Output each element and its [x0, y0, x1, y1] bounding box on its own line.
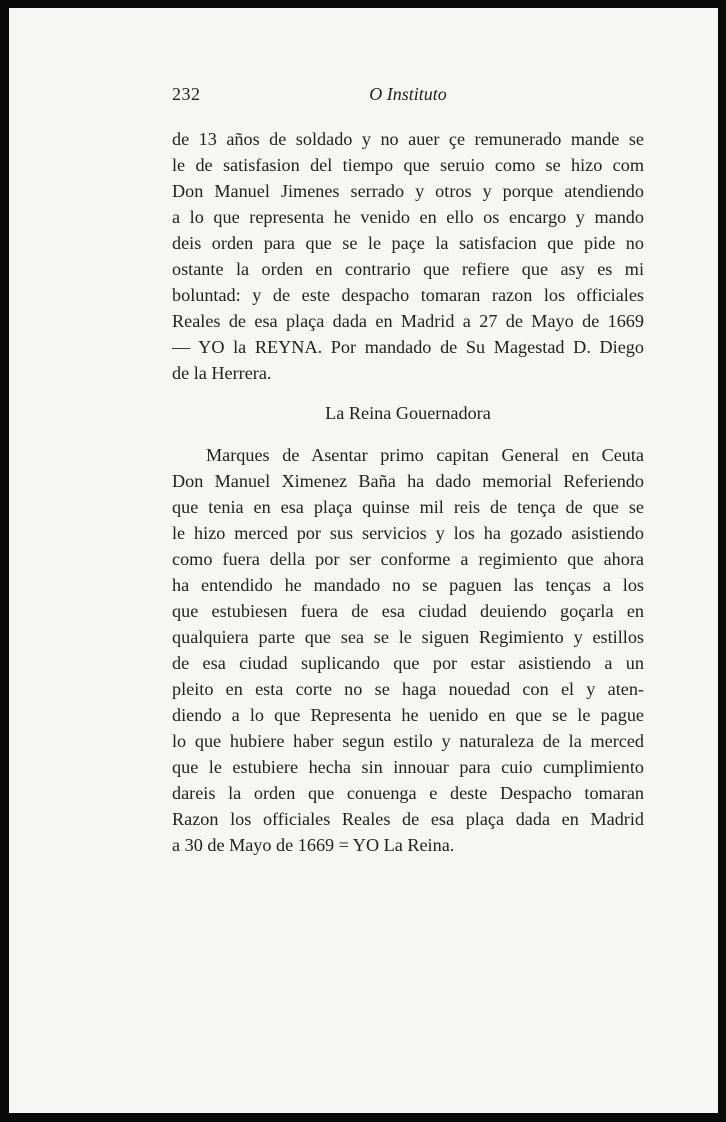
text-line: le hizo merced por sus servicios y los ha gozado asistiendo: [172, 523, 644, 543]
text-line: boluntad: y de este despacho tomaran razon los officiales: [172, 285, 644, 305]
text-line: Reales de esa plaça dada en Madrid a 27 de Mayo de 1669: [172, 311, 644, 331]
text-line: deis orden para que se le paçe la satisfacion que pide no: [172, 233, 644, 253]
running-title: O Instituto: [369, 84, 447, 104]
text-line: a 30 de Mayo de 1669 = YO La Reina.: [172, 835, 455, 855]
text-line: que tenia en esa plaça quinse mil reis de tença de que se: [172, 497, 644, 517]
text-line: de la Herrera.: [172, 363, 272, 383]
text-line: ostante la orden en contrario que refiere que asy es mi: [172, 259, 644, 279]
text-line: a lo que representa he venido en ello os encargo y mando: [172, 207, 644, 227]
section-heading: La Reina Gouernadora: [325, 403, 491, 423]
text-line: Don Manuel Jimenes serrado y otros y porque atendiendo: [172, 181, 644, 201]
text-line: le de satisfasion del tiempo que seruio como se hizo com: [172, 155, 644, 175]
text-line: de 13 años de soldado y no auer çe remunerado mande se: [172, 129, 644, 149]
document-1-paragraph: [172, 126, 644, 386]
text-line: diendo a lo que Representa he uenido en que se le pague: [172, 705, 644, 725]
text-line: como fuera della por ser conforme a regimiento que ahora: [172, 549, 644, 569]
text-line: Don Manuel Ximenez Baña ha dado memorial Referiendo: [172, 471, 644, 491]
page-header: [172, 84, 644, 106]
text-line: ha entendido he mandado no se paguen las tenças a los: [172, 575, 644, 595]
document-2-paragraph: [172, 442, 644, 858]
page-number: 232: [172, 84, 201, 104]
text-line: lo que hubiere haber segun estilo y naturaleza de la merced: [172, 731, 644, 751]
body-text: [172, 126, 644, 858]
text-line: Razon los officiales Reales de esa plaça dada en Madrid: [172, 809, 644, 829]
text-line: pleito en esta corte no se haga nouedad con el y aten-: [172, 679, 644, 699]
text-line: dareis la orden que conuenga e deste Despacho tomaran: [172, 783, 644, 803]
text-line: — YO la REYNA. Por mandado de Su Magestad D. Diego: [172, 337, 644, 357]
text-line: que estubiesen fuera de esa ciudad deuiendo goçarla en: [172, 601, 644, 621]
text-line: qualquiera parte que sea se le siguen Regimiento y estillos: [172, 627, 644, 647]
text-line: de esa ciudad suplicando que por estar asistiendo a un: [172, 653, 644, 673]
text-line: Marques de Asentar primo capitan General en Ceuta: [206, 445, 644, 465]
text-line: que le estubiere hecha sin innouar para cuio cumplimiento: [172, 757, 644, 777]
